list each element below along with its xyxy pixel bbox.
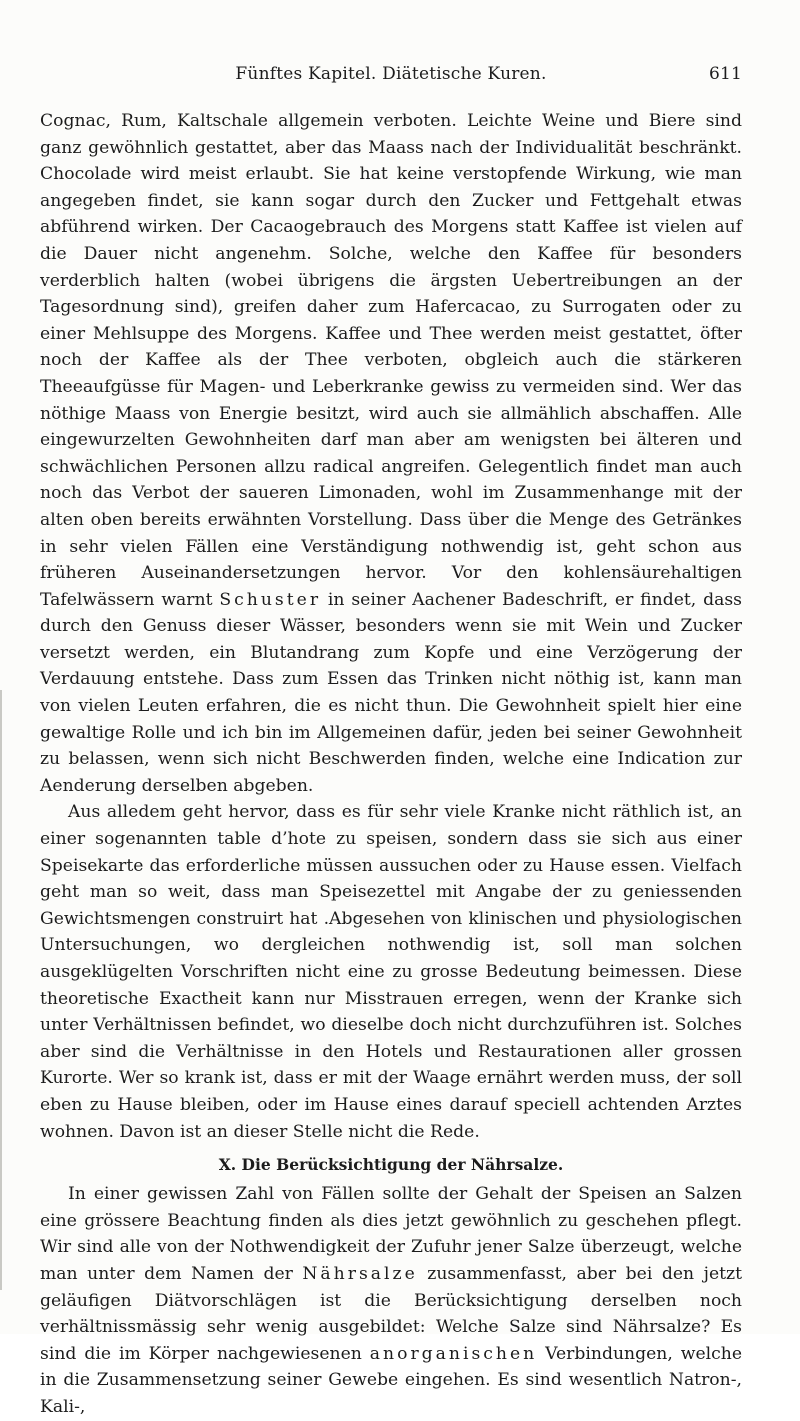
page-number: 611 — [708, 64, 742, 84]
running-title: Fünftes Kapitel. Diätetische Kuren. — [235, 64, 547, 84]
term-naehrsalze: Nährsalze — [302, 1263, 418, 1284]
body-text — [40, 108, 742, 1421]
section-heading: X. Die Berücksichtigung der Nährsalze. — [218, 1155, 564, 1175]
term-anorganischen: anorganischen — [369, 1343, 538, 1364]
paragraph-naehrsalze: In einer gewissen Zahl von Fällen sollte der Gehalt der Speisen an Salzen eine grössere Beachtung finden als dies jetzt gewöhnlich zu geschehen pflegt. Wir sind alle von der Nothwendigkeit der Zufuhr jener Salze überzeugt, welche man unter dem Namen der Nährsalze zusammenfasst, aber bei den jetzt geläufigen Diätvorschlägen ist die Berücksichtigung derselben noch verhältnissmässig sehr wenig ausgebildet: Welche Salze sind Nährsalze? Es sind die im Körper nachgewiesenen anorganischen Verbindungen, welche in die Zusammensetzung seiner Gewebe eingehen. Es sind wesentlich Natron-, Kali-, — [40, 1184, 743, 1417]
paragraph-drinks: Cognac, Rum, Kaltschale allgemein verboten. Leichte Weine und Biere sind ganz gewöhnlich gestattet, aber das Maass nach der Individualität beschränkt. Chocolade wird meist erlaubt. Sie hat keine verstopfende Wirkung, wie man angegeben findet, sie kann sogar durch den Zucker und Fettgehalt etwas abführend wirken. Der Cacaogebrauch des Morgens statt Kaffee ist vielen auf die Dauer nicht angenehm. Solche, welche den Kaffee für besonders verderblich halten (wobei übrigens die ärgsten Uebertreibungen an der Tagesordnung sind), greifen daher zum Hafercacao, zu Surrogaten oder zu einer Mehlsuppe des Morgens. Kaffee und Thee werden meist gestattet, öfter noch der Kaffee als der Thee verboten, obgleich auch die stärkeren Theeaufgüsse für Magen- und Leberkranke gewiss zu vermeiden sind. Wer das nöthige Maass von Energie besitzt, wird auch sie allmählich abschaffen. Alle eingewurzelten Gewohnheiten darf man aber am wenigsten bei älteren und schwächlichen Personen allzu radical angreifen. Gelegentlich findet man auch noch das Verbot der saueren Limonaden, wohl im Zusammenhange mit der alten oben bereits erwähnten Vorstellung. Dass über die Menge des Getränkes in sehr vielen Fällen eine Verständigung nothwendig ist, geht schon aus früheren Auseinandersetzungen hervor. Vor den kohlensäurehaltigen Tafelwässern warnt Schuster in seiner Aachener Badeschrift, er findet, dass durch den Genuss dieser Wässer, besonders wenn sie mit Wein und Zucker versetzt werden, ein Blutandrang zum Kopfe und eine Verzögerung der Verdauung entstehe. Dass zum Essen das Trinken nicht nöthig ist, kann man von vielen Leuten erfahren, die es nicht thun. Die Gewohnheit spielt hier eine gewaltige Rolle und ich bin im Allgemeinen dafür, jeden bei seiner Gewohnheit zu belassen, wenn sich nicht Beschwerden finden, welche eine Indication zur Aenderung derselben abgeben. — [40, 111, 743, 796]
running-head — [40, 64, 742, 90]
scan-edge-shadow — [0, 690, 2, 1290]
paragraph-table-dhote: Aus alledem geht hervor, dass es für sehr viele Kranke nicht räthlich ist, an einer sogenannten table d’hote zu speisen, sondern dass sie sich aus einer Speisekarte das erforderliche müssen aussuchen oder zu Hause essen. Vielfach geht man so weit, dass man Speisezettel mit Angabe der zu geniessenden Gewichtsmengen construirt hat .Abgesehen von klinischen und physiologischen Untersuchungen, wo dergleichen nothwendig ist, soll man solchen ausgeklügelten Vorschriften nicht eine zu grosse Bedeutung beimessen. Diese theoretische Exactheit kann nur Misstrauen erregen, wenn der Kranke sich unter Verhältnissen befindet, wo dieselbe doch nicht durchzuführen ist. Solches aber sind die Verhältnisse in den Hotels und Restaurationen aller grossen Kurorte. Wer so krank ist, dass er mit der Waage ernährt werden muss, der soll eben zu Hause bleiben, oder im Hause eines darauf speciell achtenden Arztes wohnen. Davon ist an dieser Stelle nicht die Rede. — [40, 802, 742, 1142]
author-name-schuster: Schuster — [219, 589, 322, 610]
